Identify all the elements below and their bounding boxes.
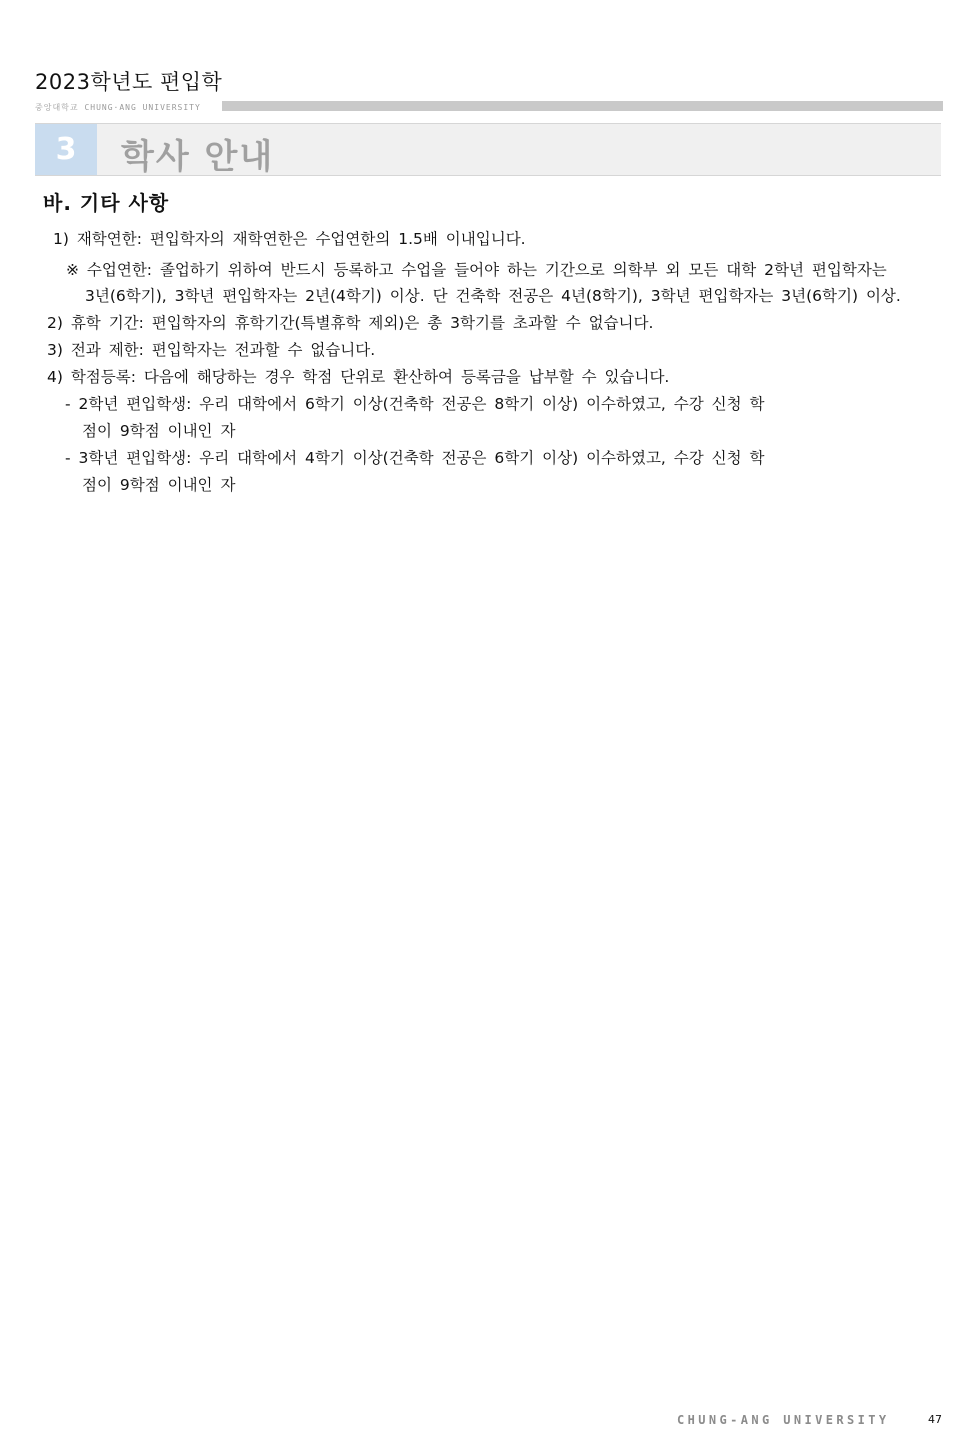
item-2-text: 2) 휴학 기간: 편입학자의 휴학기간(특별휴학 제외)은 총 3학기를 초과할 수 없습니다. <box>47 314 654 332</box>
item-3-text: 3) 전과 제한: 편입학자는 전과할 수 없습니다. <box>47 341 376 359</box>
item-4-text: 4) 학점등록: 다음에 해당하는 경우 학점 단위로 환산하여 등록금을 납부할 수 있습니다. <box>47 368 670 386</box>
section-number: 3 <box>35 124 97 175</box>
university-header-mark: 중앙대학교 CHUNG·ANG UNIVERSITY <box>35 103 201 112</box>
sub-item-1-line-1: - 2학년 편입학생: 우리 대학에서 6학기 이상(건축학 전공은 8학기 이상) 이수하였고, 수강 신청 학 <box>65 395 765 413</box>
note-line-1: ※ 수업연한: 졸업하기 위하여 반드시 등록하고 수업을 들어야 하는 기간으로 의학부 외 모든 대학 2학년 편입학자는 <box>66 261 887 279</box>
sub-item-1-line-2: 점이 9학점 이내인 자 <box>82 422 236 440</box>
section-header <box>35 123 941 176</box>
footer-university: CHUNG-ANG UNIVERSITY <box>677 1413 890 1427</box>
sub-heading: 바. 기타 사항 <box>43 191 170 215</box>
document-title: 2023학년도 편입학 <box>35 70 223 94</box>
item-1-text: 1) 재학연한: 편입학자의 재학연한은 수업연한의 1.5배 이내입니다. <box>53 230 526 248</box>
sub-item-2-line-2: 점이 9학점 이내인 자 <box>82 476 236 494</box>
section-title: 학사 안내 <box>121 137 275 177</box>
sub-item-2-line-1: - 3학년 편입학생: 우리 대학에서 4학기 이상(건축학 전공은 6학기 이상) 이수하였고, 수강 신청 학 <box>65 449 765 467</box>
page-number: 47 <box>928 1413 942 1426</box>
header-divider-bar <box>222 101 943 111</box>
note-line-2: 3년(6학기), 3학년 편입학자는 2년(4학기) 이상. 단 건축학 전공은 4년(8학기), 3학년 편입학자는 3년(6학기) 이상. <box>85 287 901 305</box>
